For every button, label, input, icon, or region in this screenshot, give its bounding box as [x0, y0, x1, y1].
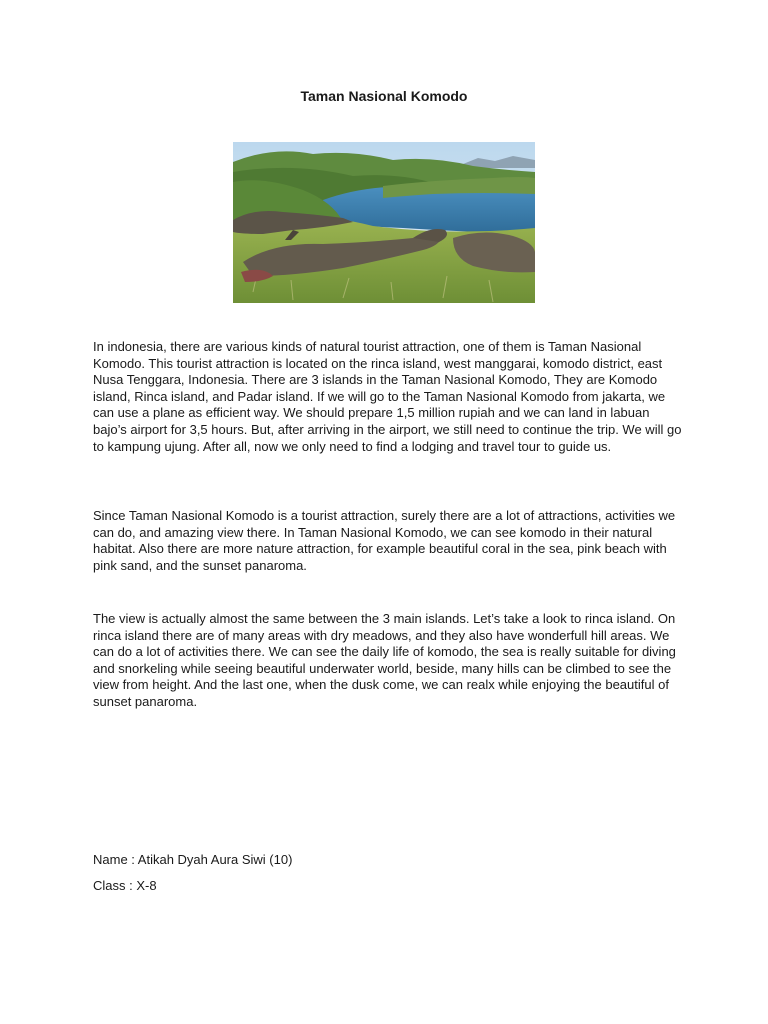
author-name: Name : Atikah Dyah Aura Siwi (10): [93, 852, 293, 867]
komodo-photo: [233, 142, 535, 303]
author-class: Class : X-8: [93, 878, 157, 893]
paragraph-rinca-island: The view is actually almost the same between the 3 main islands. Let’s take a look to rinca island. On rinca island there are of many areas with dry meadows, and they also have wonderfull hill areas. We can do a lot of activities there. We can see the daily life of komodo, the sea is really suitable for diving and snorkeling while seeing beautiful underwater world, beside, many hills can be climbed to see the view from height. And the last one, when the dusk come, we can realx while enjoying the beautiful of sunset panaroma.: [93, 611, 676, 709]
paragraph-attractions: Since Taman Nasional Komodo is a tourist attraction, surely there are a lot of attractions, activities we can do, and amazing view there. In Taman Nasional Komodo, we can see komodo in their natural habitat. Also there are more nature attraction, for example beautiful coral in the sea, pink beach with pink sand, and the sunset panaroma.: [93, 508, 676, 573]
page-title: Taman Nasional Komodo: [300, 88, 468, 104]
paragraph-intro: In indonesia, there are various kinds of natural tourist attraction, one of them is Taman Nasional Komodo. This tourist attraction is located on the rinca island, west manggarai, komodo district, east Nusa Tenggara, Indonesia. There are 3 islands in the Taman Nasional Komodo, They are Komodo island, Rinca island, and Padar island. If we will go to the Taman Nasional Komodo from jakarta, we can use a plane as efficient way. We should prepare 1,5 million rupiah and we can land in labuan bajo’s airport for 3,5 hours. But, after arriving in the airport, we still need to continue the trip. We will go to kampung ujung. After all, now we only need to find a lodging and travel tour to guide us.: [93, 339, 682, 454]
